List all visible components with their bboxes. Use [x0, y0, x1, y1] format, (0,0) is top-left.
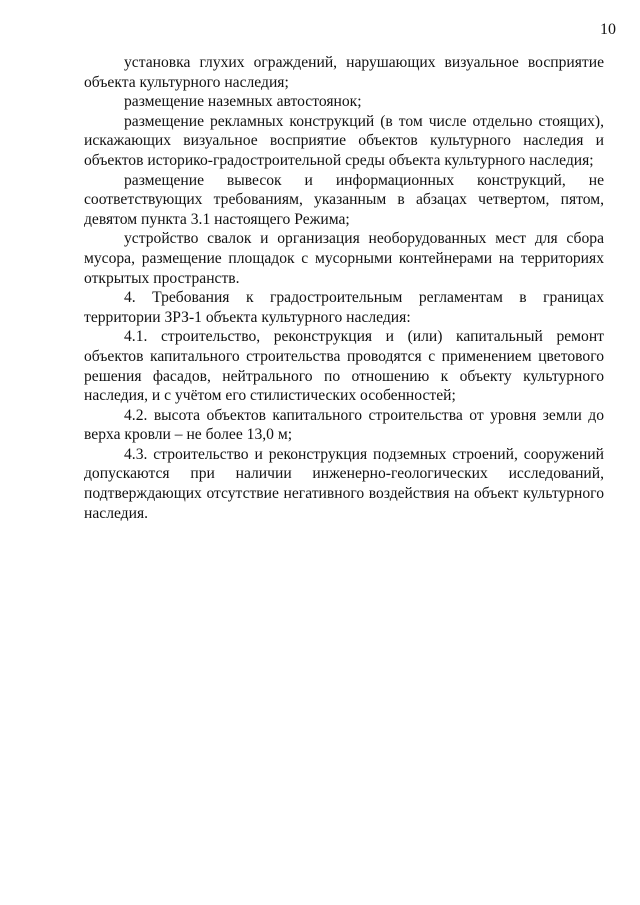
document-body: [84, 53, 604, 523]
paragraph-4-3: 4.3. строительство и реконструкция подземных строений, сооружений допускаются при наличии инженерно-геологических исследований, подтверждающих отсутствие негативного воздействия на объект культурного наследия.: [84, 445, 604, 522]
paragraph-section-4-heading: 4. Требования к градостроительным регламентам в границах территории ЗРЗ-1 объекта культурного наследия:: [84, 289, 604, 326]
paragraph-dumps: устройство свалок и организация необорудованных мест для сбора мусора, размещение площадок с мусорными контейнерами на территориях открытых пространств.: [84, 230, 604, 287]
paragraph-fences: установка глухих ограждений, нарушающих визуальное восприятие объекта культурного наследия;: [84, 54, 604, 91]
paragraph-4-2: 4.2. высота объектов капитального строительства от уровня земли до верха кровли – не более 13,0 м;: [84, 406, 604, 444]
paragraph-advertising: размещение рекламных конструкций (в том числе отдельно стоящих), искажающих визуальное восприятие объектов культурного наследия и объектов историко-градостроительной среды объекта культурного наследия;: [84, 112, 604, 169]
page-number: 10: [600, 21, 616, 38]
paragraph-signage: размещение вывесок и информационных конструкций, не соответствующих требованиям, указанным в абзацах четвертом, пятом, девятом пункта 3.1 настоящего Режима;: [84, 171, 604, 228]
paragraph-4-1: 4.1. строительство, реконструкция и (или) капитальный ремонт объектов капитального строительства проводятся с применением цветового решения фасадов, нейтрального по отношению к объекту культурного наследия, и с учётом его стилистических особенностей;: [84, 328, 604, 405]
paragraph-parking: размещение наземных автостоянок;: [124, 93, 362, 111]
